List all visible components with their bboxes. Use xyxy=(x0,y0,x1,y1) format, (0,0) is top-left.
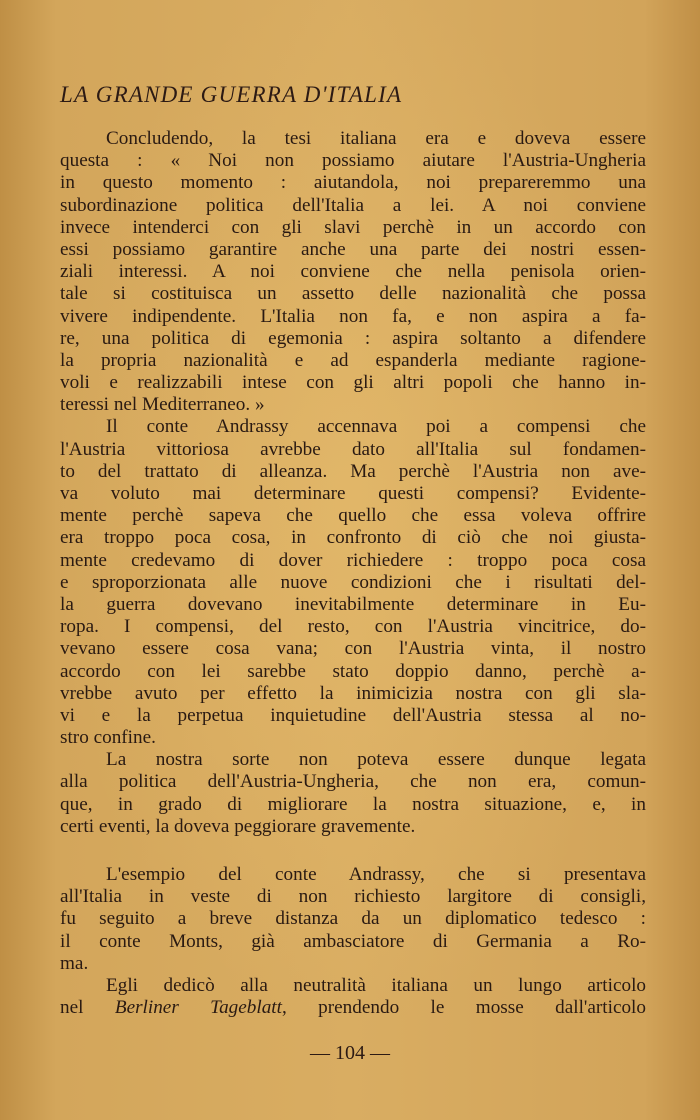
text-line: ziali interessi. A noi conviene che nella penisola orien- xyxy=(60,261,646,283)
running-head: LA GRANDE GUERRA D'ITALIA xyxy=(60,82,403,107)
text-line: va voluto mai determinare questi compensi? Evidente- xyxy=(60,483,646,504)
text-line: mente credevamo di dover richiedere : troppo poca cosa xyxy=(60,549,646,571)
text-line: L'esempio del conte Andrassy, che si presentava xyxy=(106,864,646,885)
text-segment: nel xyxy=(60,997,115,1019)
text-line: ropa. I compensi, del resto, con l'Austria vincitrice, do- xyxy=(60,616,646,638)
text-line: vivere indipendente. L'Italia non fa, e non aspira a fa- xyxy=(60,305,646,327)
text-line: accordo con lei sarebbe stato doppio danno, perchè a- xyxy=(60,660,646,682)
text-line: la propria nazionalità e ad espanderla mediante ragione- xyxy=(60,349,646,371)
text-line: voli e realizzabili intese con gli altri popoli che hanno in- xyxy=(60,372,646,394)
text-line: vi e la perpetua inquietudine dell'Austria stessa al no- xyxy=(60,704,646,726)
text-line: l'Austria vittoriosa avrebbe dato all'Italia sul fondamen- xyxy=(60,438,646,460)
text-line: questa : « Noi non possiamo aiutare l'Austria-Ungheria xyxy=(60,150,646,172)
text-line: ma. xyxy=(60,952,89,974)
text-line: all'Italia in veste di non richiesto largitore di consigli, xyxy=(60,886,646,908)
text-line-with-italic xyxy=(60,997,646,1019)
italic-title: Berliner Tageblatt xyxy=(114,997,282,1019)
text-line: Il conte Andrassy accennava poi a compensi che xyxy=(106,416,646,438)
text-line: e sproporzionata alle nuove condizioni che i risultati del- xyxy=(60,571,646,593)
text-line: essi possiamo garantire anche una parte dei nostri essen- xyxy=(60,238,646,260)
text-segment: , prendendo le mosse dall'articolo xyxy=(281,997,646,1019)
text-line: subordinazione politica dell'Italia a lei. A noi conviene xyxy=(60,194,646,216)
text-line: re, una politica di egemonia : aspira soltanto a difendere xyxy=(60,327,646,349)
text-line: certi eventi, la doveva peggiorare gravemente. xyxy=(60,815,416,837)
text-line: La nostra sorte non poteva essere dunque legata xyxy=(106,749,646,771)
text-line: stro confine. xyxy=(60,727,156,749)
text-line: Egli dedicò alla neutralità italiana un lungo articolo xyxy=(106,974,646,996)
text-line: in questo momento : aiutandola, noi prepareremmo una xyxy=(60,172,646,194)
text-line: invece intenderci con gli slavi perchè in un accordo con xyxy=(60,216,646,238)
text-line: era troppo poca cosa, in confronto di ciò che noi giusta- xyxy=(60,527,646,549)
text-line: teressi nel Mediterraneo. » xyxy=(60,394,265,416)
text-line: mente perchè sapeva che quello che essa voleva offrire xyxy=(60,505,646,527)
text-line: la guerra dovevano inevitabilmente determinare in Eu- xyxy=(60,593,646,615)
text-line: Concludendo, la tesi italiana era e doveva essere xyxy=(106,128,646,149)
text-line: vevano essere cosa vana; con l'Austria vinta, il nostro xyxy=(60,638,646,660)
text-line: to del trattato di alleanza. Ma perchè l'Austria non ave- xyxy=(60,460,646,482)
text-line: alla politica dell'Austria-Ungheria, che non era, comun- xyxy=(60,771,646,793)
text-line: vrebbe avuto per effetto la inimicizia nostra con gli sla- xyxy=(60,682,646,704)
text-line: tale si costituisca un assetto delle nazionalità che possa xyxy=(60,283,646,305)
text-line: que, in grado di migliorare la nostra situazione, e, in xyxy=(60,793,646,815)
text-line: fu seguito a breve distanza da un diplomatico tedesco : xyxy=(60,908,646,930)
text-line: il conte Monts, già ambasciatore di Germania a Ro- xyxy=(60,930,646,952)
body-text xyxy=(60,128,646,1019)
page-number: — 104 — xyxy=(310,1042,390,1064)
